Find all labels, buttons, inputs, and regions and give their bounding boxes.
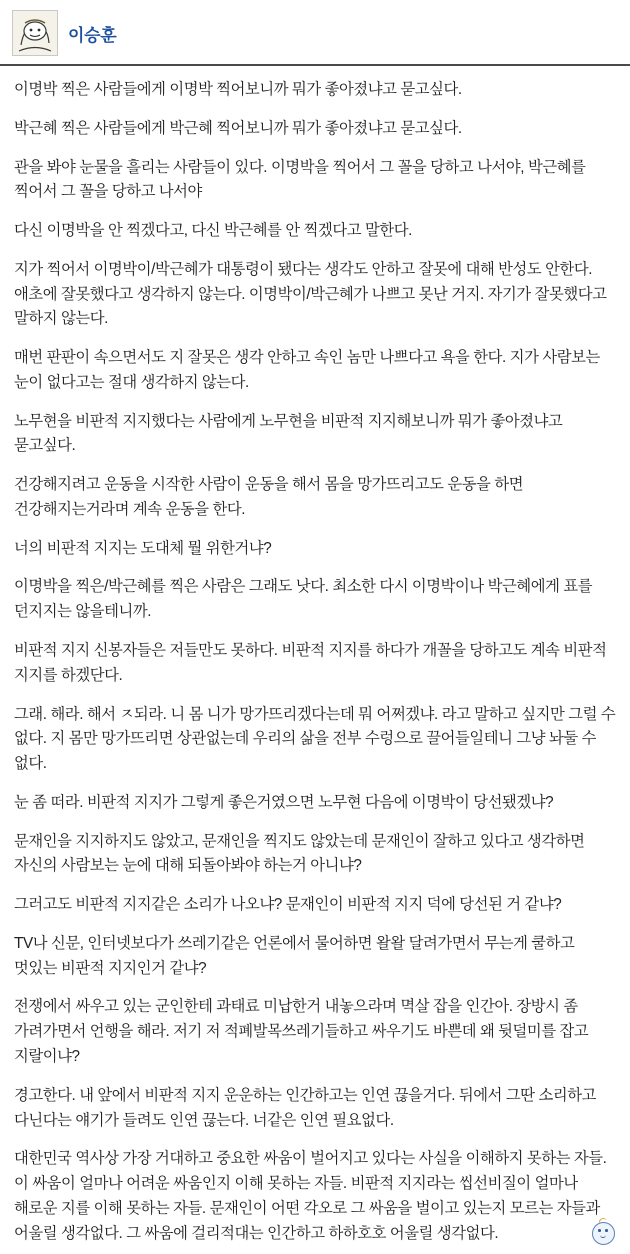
avatar-illustration-icon: [13, 11, 57, 55]
post-body: [0, 66, 630, 1254]
post-paragraph: 대한민국 역사상 가장 거대하고 중요한 싸움이 벌어지고 있다는 사실을 이해하지 못하는 자들. 이 싸움이 얼마나 어려운 싸움인지 이해 못하는 자들. 비판적 지지라는 씹선비질이 얼마나 해로운 지를 이해 못하는 자들. 문재인이 어떤 각오로 그 싸움을 벌이고 있는지 모르는 자들과 어울릴 생각없다. 그 싸움에 걸리적대는 인간하고 하하호호 어울릴 생각없다.: [14, 1150, 611, 1242]
post-paragraph: 다신 이명박을 안 찍겠다고, 다신 박근혜를 안 찍겠다고 말한다.: [14, 222, 412, 240]
post-paragraph: 문재인을 지지하지도 않았고, 문재인을 찍지도 않았는데 문재인이 잘하고 있다고 생각하면 자신의 사람보는 눈에 대해 되돌아봐야 하는거 아니냐?: [14, 832, 589, 875]
post-paragraph: 전쟁에서 싸우고 있는 군인한테 과태료 미납한거 내놓으라며 멱살 잡을 인간아. 장방시 좀 가려가면서 언행을 해라. 저기 저 적폐발목쓰레기들하고 싸우기도 바쁜데 왜 뒷덜미를 잡고 지랄이냐?: [14, 998, 593, 1065]
post-header: [0, 0, 630, 66]
post-paragraph: 지가 찍어서 이명박이/박근혜가 대통령이 됐다는 생각도 안하고 잘못에 대해 반성도 안한다. 애초에 잘못했다고 생각하지 않는다. 이명박이/박근혜가 나쁘고 못난 거지. 자기가 잘못했다고 말하지 않는다.: [14, 260, 611, 328]
post-paragraph: 경고한다. 내 앞에서 비판적 지지 운운하는 인간하고는 인연 끊을거다. 뒤에서 그딴 소리하고 다닌다는 얘기가 들려도 인연 끊는다. 너같은 인연 필요없다.: [14, 1086, 600, 1129]
smiling-face-emoticon-icon: [590, 1218, 616, 1246]
post-paragraph: 이명박을 찍은/박근혜를 찍은 사람은 그래도 낫다. 최소한 다시 이명박이나 박근혜에게 표를 던지지는 않을테니까.: [14, 578, 597, 621]
post-paragraph: 이명박 찍은 사람들에게 이명박 찍어보니까 뭐가 좋아졌냐고 묻고싶다.: [14, 81, 462, 98]
post-paragraph: 눈 좀 떠라. 비판적 지지가 그렇게 좋은거였으면 노무현 다음에 이명박이 당선됐겠냐?: [14, 793, 554, 811]
post-paragraph: 매번 판판이 속으면서도 지 잘못은 생각 안하고 속인 놈만 나쁘다고 욕을 한다. 지가 사람보는 눈이 없다고는 절대 생각하지 않는다.: [14, 349, 604, 391]
post-paragraph: 노무현을 비판적 지지했다는 사람에게 노무현을 비판적 지지해보니까 뭐가 좋아졌냐고 묻고싶다.: [14, 412, 567, 455]
post-paragraph: 그래. 해라. 해서 ㅈ되라. 니 몸 니가 망가뜨리겠다는데 뭐 어쩌겠냐. 라고 말하고 싶지만 그럴 수 없다. 지 몸만 망가뜨리면 상관없는데 우리의 삶을 전부 수렁으로 끌어들일테니 그냥 놔둘 수 없다.: [14, 705, 620, 773]
post-paragraph: 비판적 지지 신봉자들은 저들만도 못하다. 비판적 지지를 하다가 개꼴을 당하고도 계속 비판적 지지를 하겠단다.: [14, 642, 611, 684]
post-paragraph: 관을 봐야 눈물을 흘리는 사람들이 있다. 이명박을 찍어서 그 꼴을 당하고 나서야, 박근혜를 찍어서 그 꼴을 당하고 나서야: [14, 158, 590, 201]
post-paragraph: 박근혜 찍은 사람들에게 박근혜 찍어보니까 뭐가 좋아졌냐고 묻고싶다.: [14, 119, 462, 137]
post-footer: [590, 1218, 616, 1246]
author-name[interactable]: 이승훈: [68, 25, 117, 45]
avatar[interactable]: [12, 10, 58, 56]
post-paragraph: 건강해지려고 운동을 시작한 사람이 운동을 해서 몸을 망가뜨리고도 운동을 하면 건강해지는거라며 계속 운동을 한다.: [14, 476, 527, 518]
post-paragraph: TV나 신문, 인터넷보다가 쓰레기같은 언론에서 물어하면 왈왈 달려가면서 무는게 쿨하고 멋있는 비판적 지지인거 같냐?: [14, 934, 579, 977]
post-paragraph: 그러고도 비판적 지지같은 소리가 나오냐? 문재인이 비판적 지지 덕에 당선된 거 같냐?: [14, 896, 562, 914]
post-paragraph: 너의 비판적 지지는 도대체 뭘 위한거냐?: [14, 539, 272, 557]
